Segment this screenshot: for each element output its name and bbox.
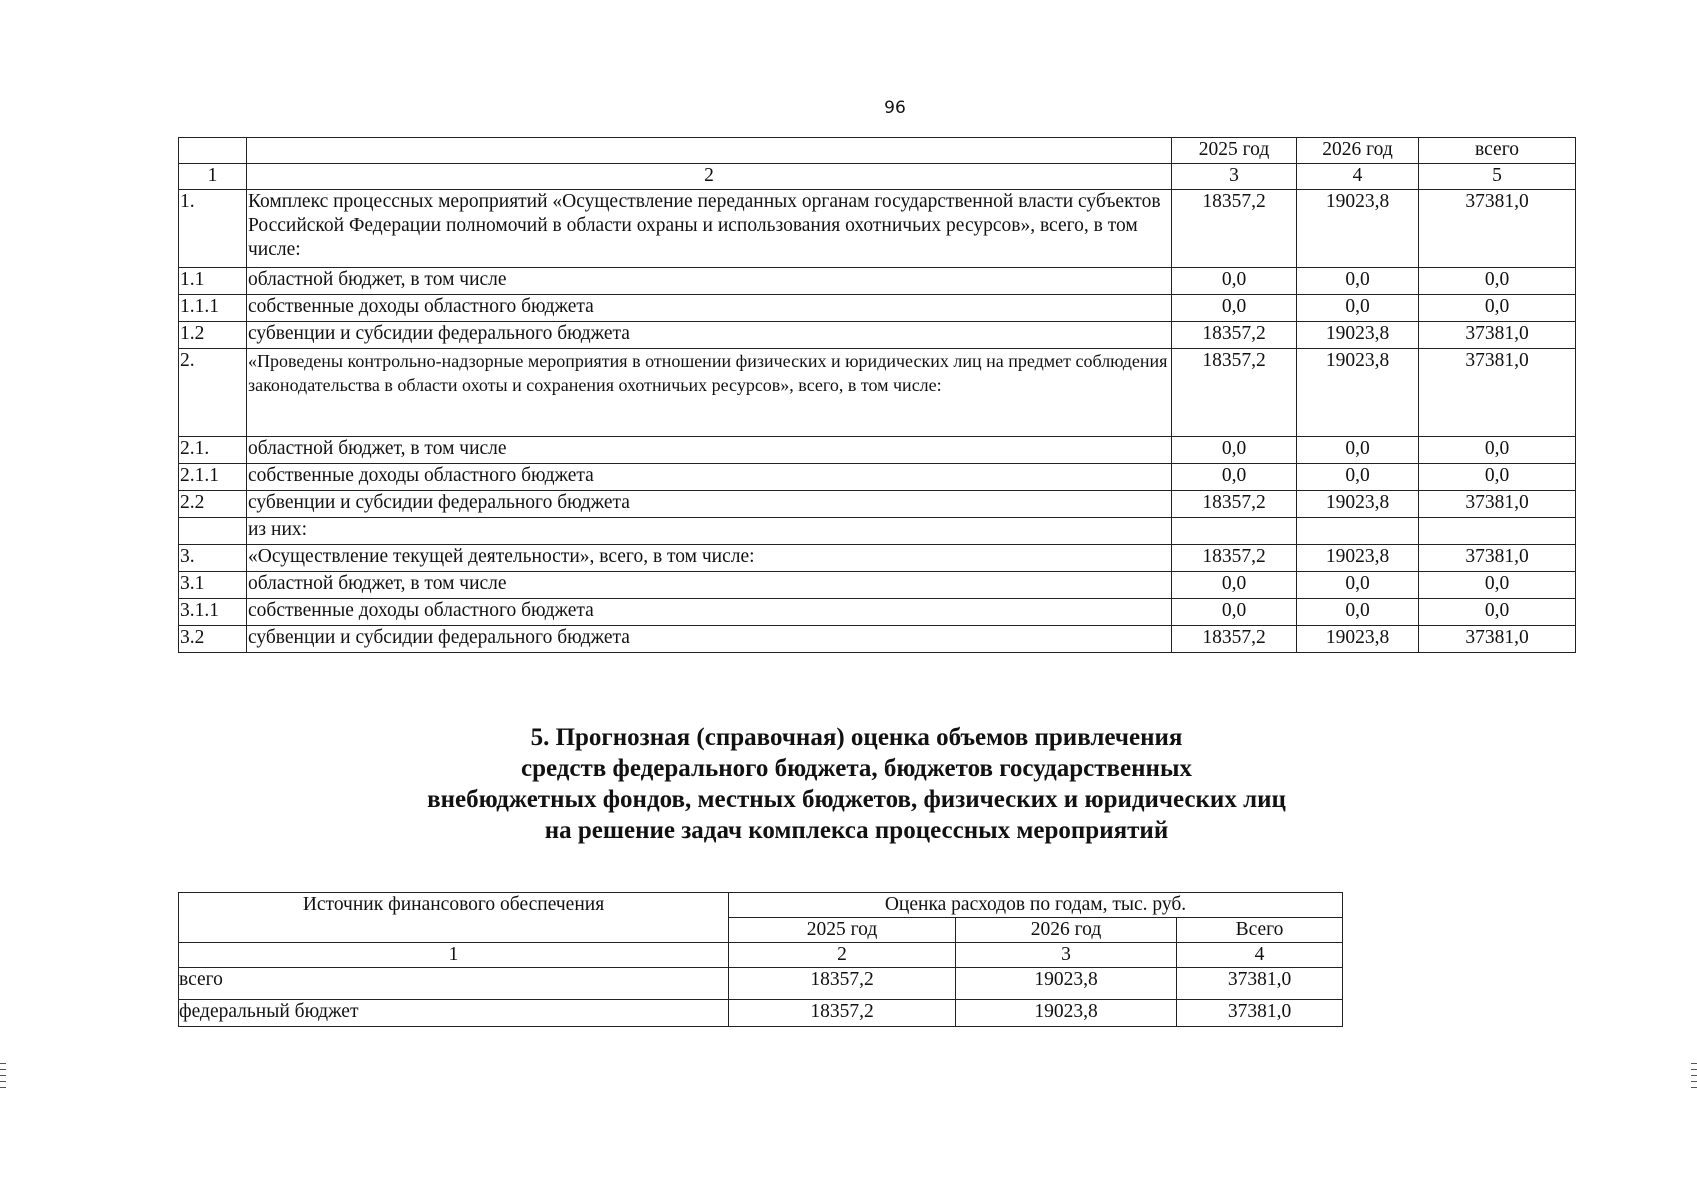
row-2025-value: 18357,2	[1172, 491, 1297, 518]
column-number-row	[179, 164, 1576, 190]
row-description-cell: «Осуществление текущей деятельности», всего, в том числе:	[247, 545, 1172, 572]
column-number-cell: 4	[1297, 164, 1419, 190]
row-2025-value: 0,0	[1172, 572, 1297, 599]
value-2025: 18357,2	[729, 1000, 956, 1027]
row-2025-value: 18357,2	[1172, 626, 1297, 653]
row-code-cell: 1.1	[179, 268, 247, 295]
section-title-line: средств федерального бюджета, бюджетов государственных	[521, 755, 1192, 782]
main-budget-table	[178, 137, 1576, 653]
value-total: 37381,0	[1177, 968, 1343, 1000]
column-number-cell: 3	[1172, 164, 1297, 190]
row-code-cell: 2.	[179, 349, 247, 437]
row-code-cell	[179, 518, 247, 545]
row-2025-value: 18357,2	[1172, 545, 1297, 572]
estimate-column-number-row	[179, 943, 1343, 968]
row-description-cell: собственные доходы областного бюджета	[247, 295, 1172, 322]
value-2026: 19023,8	[956, 968, 1177, 1000]
row-2026-value: 0,0	[1297, 464, 1419, 491]
row-description-cell: из них:	[247, 518, 1172, 545]
source-cell: всего	[179, 968, 729, 1000]
table-row	[179, 268, 1576, 295]
row-2026-value: 0,0	[1297, 572, 1419, 599]
table-row	[179, 437, 1576, 464]
row-code-cell: 1.	[179, 190, 247, 268]
row-2025-value: 0,0	[1172, 464, 1297, 491]
row-total-value: 0,0	[1419, 599, 1576, 626]
header-cell	[179, 138, 247, 164]
row-total-value: 0,0	[1419, 464, 1576, 491]
row-description-cell: субвенции и субсидии федерального бюджета	[247, 626, 1172, 653]
table-row	[179, 322, 1576, 349]
table-row	[179, 545, 1576, 572]
table-row	[179, 464, 1576, 491]
row-description-cell: субвенции и субсидии федерального бюджета	[247, 322, 1172, 349]
table-row	[179, 626, 1576, 653]
row-2026-value: 0,0	[1297, 268, 1419, 295]
row-code-cell: 2.1.1	[179, 464, 247, 491]
value-total: 37381,0	[1177, 1000, 1343, 1027]
row-2026-value: 19023,8	[1297, 626, 1419, 653]
row-2025-value: 0,0	[1172, 599, 1297, 626]
row-2025-value: 18357,2	[1172, 322, 1297, 349]
section-title	[178, 722, 1575, 846]
year-header-2025: 2025 год	[729, 918, 956, 943]
row-2026-value	[1297, 518, 1419, 545]
row-code-cell: 2.1.	[179, 437, 247, 464]
column-number-cell: 2	[247, 164, 1172, 190]
section-title-line: 5. Прогнозная (справочная) оценка объемов привлечения	[530, 724, 1183, 751]
row-total-value: 0,0	[1419, 295, 1576, 322]
row-2026-value: 19023,8	[1297, 491, 1419, 518]
header-cell	[247, 138, 1172, 164]
row-total-value: 37381,0	[1419, 545, 1576, 572]
row-code-cell: 3.1.1	[179, 599, 247, 626]
row-description-cell: областной бюджет, в том числе	[247, 268, 1172, 295]
row-2025-value: 18357,2	[1172, 349, 1297, 437]
year-header-2026: 2026 год	[956, 918, 1177, 943]
table-row	[179, 968, 1343, 1000]
row-code-cell: 1.2	[179, 322, 247, 349]
row-total-value: 37381,0	[1419, 190, 1576, 268]
row-2025-value: 0,0	[1172, 268, 1297, 295]
header-cell-2025: 2025 год	[1172, 138, 1297, 164]
section-title-line: внебюджетных фондов, местных бюджетов, физических и юридических лиц	[427, 786, 1286, 813]
row-code-cell: 3.	[179, 545, 247, 572]
row-total-value	[1419, 518, 1576, 545]
row-code-cell: 1.1.1	[179, 295, 247, 322]
table-row	[179, 295, 1576, 322]
row-total-value: 37381,0	[1419, 491, 1576, 518]
header-cell-total: всего	[1419, 138, 1576, 164]
row-code-cell: 3.1	[179, 572, 247, 599]
row-2026-value: 0,0	[1297, 437, 1419, 464]
row-total-value: 0,0	[1419, 572, 1576, 599]
table-row	[179, 349, 1576, 437]
row-description-cell: субвенции и субсидии федерального бюджета	[247, 491, 1172, 518]
row-total-value: 0,0	[1419, 268, 1576, 295]
value-2025: 18357,2	[729, 968, 956, 1000]
column-number-cell: 2	[729, 943, 956, 968]
row-description-cell: «Проведены контрольно-надзорные мероприятия в отношении физических и юридических лиц на предмет соблюдения законодательства в области охоты и сохранения охотничьих ресурсов», всего, в том числе:	[247, 349, 1172, 437]
table-row	[179, 1000, 1343, 1027]
column-number-cell: 3	[956, 943, 1177, 968]
header-row	[179, 138, 1576, 164]
row-total-value: 0,0	[1419, 437, 1576, 464]
section-title-line: на решение задач комплекса процессных мероприятий	[544, 817, 1169, 844]
row-description-cell: областной бюджет, в том числе	[247, 572, 1172, 599]
row-2025-value	[1172, 518, 1297, 545]
left-margin-marks	[0, 1063, 6, 1093]
estimate-header: Оценка расходов по годам, тыс. руб.	[729, 893, 1343, 918]
row-description-cell: Комплекс процессных мероприятий «Осуществление переданных органам государственной власти субъектов Российской Федерации полномочий в области охраны и использования охотничьих ресурсов», всего, в том числе:	[247, 190, 1172, 268]
row-2026-value: 19023,8	[1297, 349, 1419, 437]
row-code-cell: 2.2	[179, 491, 247, 518]
column-number-cell: 5	[1419, 164, 1576, 190]
row-2026-value: 19023,8	[1297, 190, 1419, 268]
column-number-cell: 4	[1177, 943, 1343, 968]
row-description-cell: собственные доходы областного бюджета	[247, 464, 1172, 491]
page-number: 96	[884, 98, 906, 118]
row-2025-value: 18357,2	[1172, 190, 1297, 268]
row-2026-value: 19023,8	[1297, 322, 1419, 349]
column-number-cell: 1	[179, 943, 729, 968]
table-row	[179, 572, 1576, 599]
row-code-cell: 3.2	[179, 626, 247, 653]
row-description-cell: собственные доходы областного бюджета	[247, 599, 1172, 626]
source-header: Источник финансового обеспечения	[179, 893, 729, 943]
table-row	[179, 599, 1576, 626]
row-total-value: 37381,0	[1419, 322, 1576, 349]
row-2026-value: 0,0	[1297, 599, 1419, 626]
row-total-value: 37381,0	[1419, 626, 1576, 653]
table-row	[179, 491, 1576, 518]
row-2025-value: 0,0	[1172, 295, 1297, 322]
column-number-cell: 1	[179, 164, 247, 190]
estimate-header-row	[179, 893, 1343, 918]
right-margin-marks	[1691, 1063, 1697, 1093]
year-header-total: Всего	[1177, 918, 1343, 943]
header-cell-2026: 2026 год	[1297, 138, 1419, 164]
table-row	[179, 518, 1576, 545]
row-total-value: 37381,0	[1419, 349, 1576, 437]
row-2025-value: 0,0	[1172, 437, 1297, 464]
table-row	[179, 190, 1576, 268]
row-description-cell: областной бюджет, в том числе	[247, 437, 1172, 464]
value-2026: 19023,8	[956, 1000, 1177, 1027]
row-2026-value: 0,0	[1297, 295, 1419, 322]
funding-estimate-table	[178, 892, 1343, 1027]
row-2026-value: 19023,8	[1297, 545, 1419, 572]
source-cell: федеральный бюджет	[179, 1000, 729, 1027]
